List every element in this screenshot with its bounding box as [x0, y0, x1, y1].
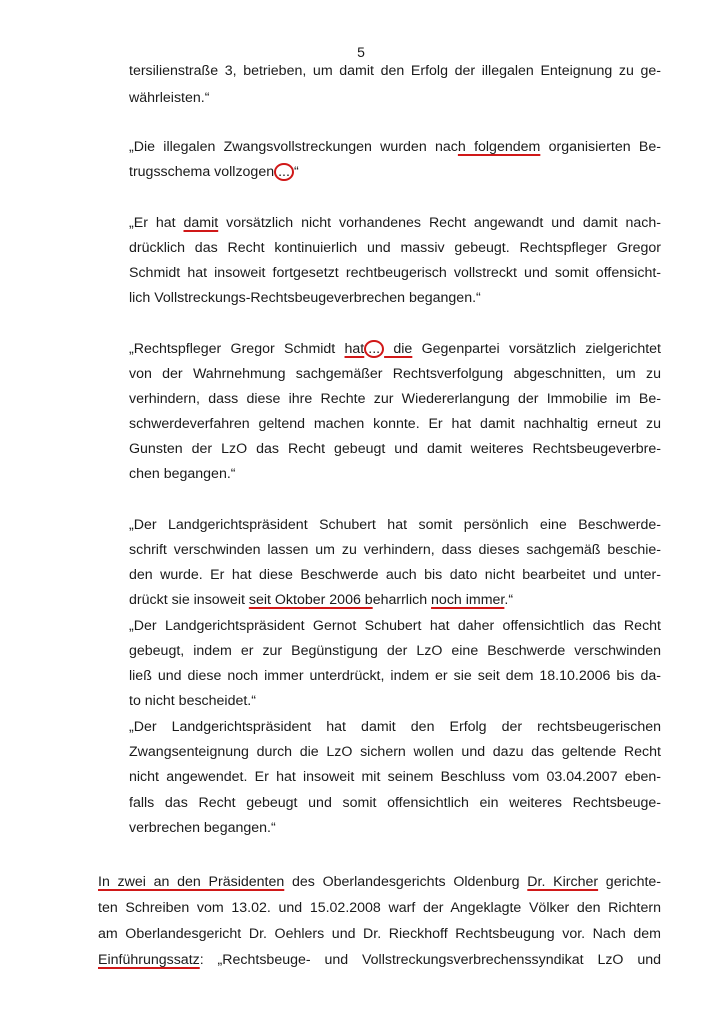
p4-line-2: von der Wahrnehmung sachgemäßer Rechtsverfolgung abgeschnitten, um zu [129, 366, 661, 382]
p6-line-4: to nicht bescheidet.“ [129, 693, 256, 709]
p3-line-1 [129, 214, 661, 233]
text: „Die illegalen Zwangsvollstreckungen wurden nac [129, 139, 458, 155]
text: „Er hat [129, 215, 184, 231]
p8-line-3: am Oberlandesgericht Dr. Oehlers und Dr. Rieckhoff Rechtsbeugung vor. Nach dem [98, 926, 661, 942]
text: “ [293, 164, 299, 180]
red-circle-mark: ... [274, 163, 294, 181]
red-circle-mark: ... [364, 340, 384, 358]
red-underline: damit [183, 215, 219, 231]
p8-line-1 [98, 873, 661, 892]
p4-line-5: Gunsten der LzO das Recht gebeugt und damit weiteres Rechtsbeugeverbre- [129, 441, 661, 457]
p5-line-2: schrift verschwinden lassen um zu verhindern, dass dieses sachgemäß beschie- [129, 542, 661, 558]
text: Gegenpartei vorsätzlich zielgerichtet [412, 341, 661, 357]
p5-line-4 [129, 591, 661, 610]
p1-line-2: währleisten.“ [129, 90, 210, 106]
p4-line-4: schwerdeverfahren geltend machen konnte. Er hat damit nachhaltig erneut zu [129, 416, 661, 432]
text: vorsätzlich nicht vorhandenes Recht angewandt und damit nach- [218, 215, 661, 231]
p6-line-3: ließ und diese noch immer unterdrückt, indem er sie seit dem 18.10.2006 bis da- [129, 668, 661, 684]
p4-line-3: verhindern, dass diese ihre Rechte zur Wiedererlangung der Immobilie im Be- [129, 391, 661, 407]
red-underline: hat [344, 341, 365, 357]
p2-line-2 [129, 163, 661, 182]
text: trugsschema vollzogen [129, 164, 275, 180]
red-underline: In zwei an den Präsidenten [98, 874, 285, 890]
p3-line-4: lich Vollstreckungs-Rechtsbeugeverbrechen begangen.“ [129, 290, 481, 306]
p1-line-1: tersilienstraße 3, betrieben, um damit den Erfolg der illegalen Enteignung zu ge- [129, 63, 661, 79]
red-underline: seit Oktober 2006 b [248, 592, 373, 608]
p3-line-3: Schmidt hat insoweit fortgesetzt rechtbeugerisch vollstreckt und somit offensicht- [129, 265, 661, 281]
p3-line-2: drücklich das Recht kontinuierlich und massiv gebeugt. Rechtspfleger Gregor [129, 240, 661, 256]
text: organisierten Be- [540, 139, 661, 155]
text: des Oberlandesgerichts Oldenburg [284, 874, 528, 890]
p8-line-4 [98, 951, 661, 970]
text: .“ [504, 592, 514, 608]
p7-line-2: Zwangsenteignung durch die LzO sichern wollen und dazu das geltende Recht [129, 744, 661, 760]
text: gerichte- [598, 874, 662, 890]
p5-line-3: den wurde. Er hat diese Beschwerde auch bis dato nicht bearbeitet und unter- [129, 567, 661, 583]
p7-line-3: nicht angewendet. Er hat insoweit mit seinem Beschluss vom 03.04.2007 eben- [129, 769, 661, 785]
text: drückt sie insoweit [129, 592, 249, 608]
text: „Rechtspfleger Gregor Schmidt [129, 341, 345, 357]
page-number: 5 [357, 44, 365, 60]
p6-line-1: „Der Landgerichtspräsident Gernot Schubert hat daher offensichtlich das Recht [129, 618, 661, 634]
p6-line-2: gebeugt, indem er zur Begünstigung der LzO eine Beschwerde verschwinden [129, 643, 661, 659]
p8-line-2: ten Schreiben vom 13.02. und 15.02.2008 warf der Angeklagte Völker den Richtern [98, 900, 661, 916]
p7-line-5: verbrechen begangen.“ [129, 820, 276, 836]
p7-line-4: falls das Recht gebeugt und somit offensichtlich ein weiteres Rechtsbeuge- [129, 795, 661, 811]
text: eharrlich [372, 592, 432, 608]
p2-line-1 [129, 138, 661, 157]
p4-line-6: chen begangen.“ [129, 466, 236, 482]
red-underline: die [384, 341, 413, 357]
red-underline: h folgendem [457, 139, 541, 155]
p4-line-1 [129, 340, 661, 359]
p7-line-1: „Der Landgerichtspräsident hat damit den Erfolg der rechtsbeugerischen [129, 719, 661, 735]
red-underline: noch immer [431, 592, 505, 608]
text: : „Rechtsbeuge- und Vollstreckungsverbrechenssyndikat LzO und [199, 952, 661, 968]
red-underline: Dr. Kircher [527, 874, 599, 890]
red-underline: Einführungssatz [98, 952, 200, 968]
p5-line-1: „Der Landgerichtspräsident Schubert hat somit persönlich eine Beschwerde- [129, 517, 661, 533]
